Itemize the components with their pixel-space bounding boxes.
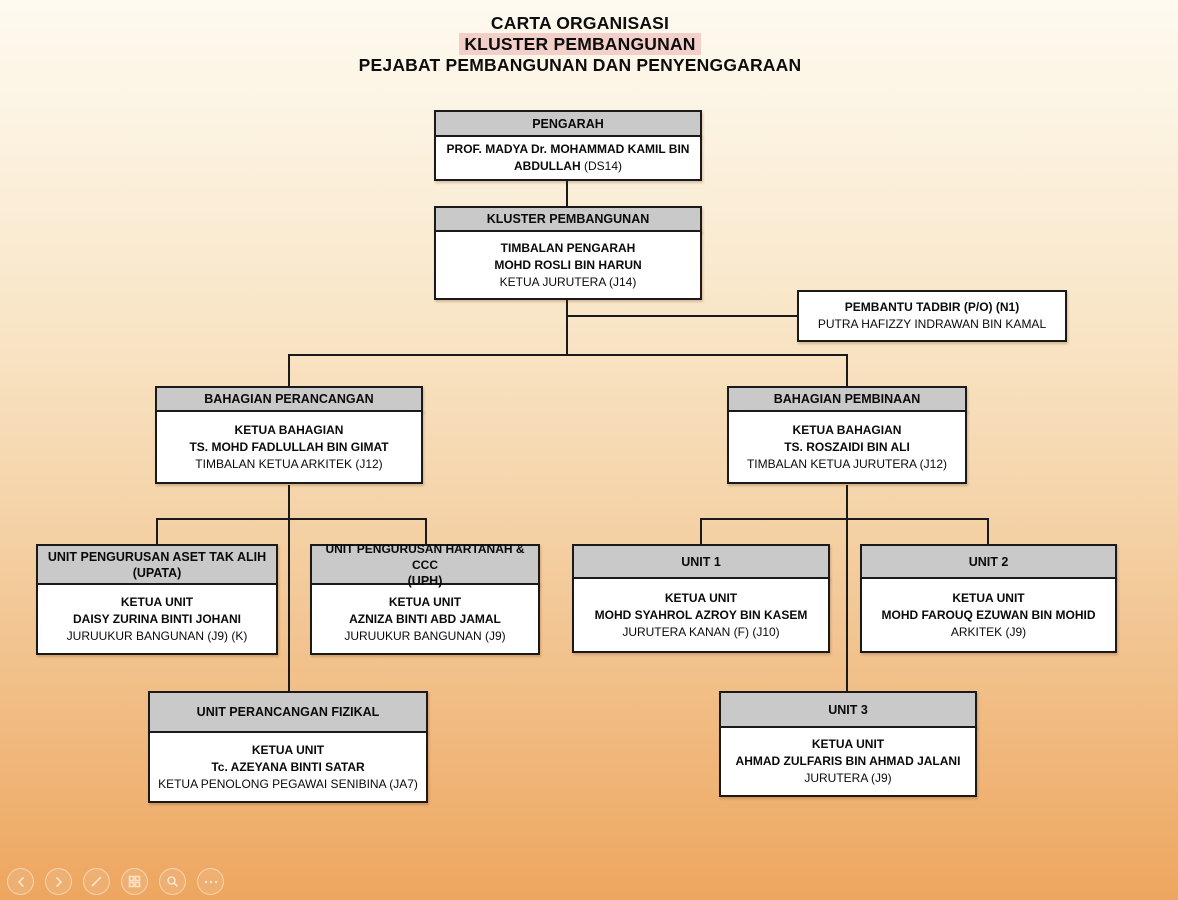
person-name: MOHD ROSLI BIN HARUN <box>494 257 642 272</box>
connector-to-pembantu-tadbir <box>566 315 798 317</box>
org-box-unit2-title: UNIT 2 <box>968 554 1009 569</box>
org-box-kluster-header <box>434 206 702 232</box>
connector-pembinaan-down <box>846 485 848 691</box>
org-box-uph-header <box>310 541 540 588</box>
org-box-kluster-body <box>434 230 702 300</box>
org-box-pengarah-header <box>434 110 702 137</box>
org-box-pengarah-title: PENGARAH <box>532 116 604 131</box>
connector-kluster-down <box>566 300 568 356</box>
person-name: AZNIZA BINTI ABD JAMAL <box>349 611 501 626</box>
org-box-uph-acronym: (UPH) <box>407 573 443 588</box>
org-box-unit-perancangan-fizikal <box>148 691 428 803</box>
person-role: KETUA UNIT <box>664 590 738 605</box>
org-box-bahagian-perancangan-title: BAHAGIAN PERANCANGAN <box>204 392 374 406</box>
org-box-upata <box>36 544 278 655</box>
person-grade: JURUUKUR BANGUNAN (J9) <box>344 628 506 643</box>
org-box-pembantu-tadbir <box>797 290 1067 342</box>
more-options-icon <box>204 880 218 884</box>
person-name: DAISY ZURINA BINTI JOHANI <box>72 611 241 626</box>
pen-icon <box>90 875 103 888</box>
person-name: MOHD SYAHROL AZROY BIN KASEM <box>594 607 808 622</box>
zoom-icon <box>166 875 179 888</box>
org-box-unit-perancangan-fizikal-body <box>148 731 428 803</box>
person-grade: TIMBALAN KETUA JURUTERA (J12) <box>746 456 948 471</box>
org-box-uph-body <box>310 583 540 655</box>
person-name: PROF. MADYA Dr. MOHAMMAD KAMIL BIN <box>446 142 690 156</box>
org-box-bahagian-perancangan-header <box>155 386 423 412</box>
next-slide-icon <box>53 876 65 888</box>
person-name: ABDULLAH <box>513 159 581 173</box>
previous-slide-icon <box>15 876 27 888</box>
title-line-1: CARTA ORGANISASI <box>490 13 670 33</box>
person-name: TS. MOHD FADLULLAH BIN GIMAT <box>189 439 389 454</box>
connector-pengarah-kluster <box>566 180 568 206</box>
org-box-kluster-title: KLUSTER PEMBANGUNAN <box>486 212 650 226</box>
pen-button[interactable] <box>83 868 110 895</box>
person-role: TIMBALAN PENGARAH <box>500 240 636 255</box>
org-box-unit3 <box>719 691 977 797</box>
person-grade: ARKITEK (J9) <box>950 624 1027 639</box>
connector-to-upata <box>156 518 158 544</box>
org-box-bahagian-pembinaan <box>727 386 967 484</box>
person-grade: KETUA JURUTERA (J14) <box>499 274 637 289</box>
person-name: TS. ROSZAIDI BIN ALI <box>784 439 910 454</box>
connector-perancangan-down <box>288 485 290 691</box>
person-role: PEMBANTU TADBIR (P/O) (N1) <box>844 300 1020 314</box>
org-box-unit2-header <box>860 544 1117 579</box>
org-box-upata-title: UNIT PENGURUSAN ASET TAK ALIH <box>47 549 267 564</box>
org-box-unit1-header <box>572 544 830 579</box>
presenter-toolbar <box>7 868 224 895</box>
person-role: KETUA UNIT <box>388 594 462 609</box>
person-name: MOHD FAROUQ EZUWAN BIN MOHID <box>881 607 1096 622</box>
person-role: KETUA UNIT <box>811 737 885 751</box>
connector-to-pembinaan <box>846 354 848 386</box>
title-highlight: KLUSTER PEMBANGUNAN <box>459 33 700 55</box>
connector-to-perancangan <box>288 354 290 386</box>
org-box-bahagian-pembinaan-header <box>727 386 967 412</box>
connector-right-horizontal <box>700 518 989 520</box>
org-box-unit3-body <box>719 726 977 797</box>
org-box-unit-perancangan-fizikal-title: UNIT PERANCANGAN FIZIKAL <box>196 705 380 719</box>
person-grade: JURUTERA (J9) <box>804 771 892 785</box>
org-box-pengarah <box>434 110 702 181</box>
org-box-upata-body <box>36 583 278 655</box>
org-box-bahagian-perancangan-body <box>155 410 423 484</box>
org-box-unit3-header <box>719 691 977 728</box>
org-box-kluster <box>434 206 702 300</box>
see-all-slides-icon <box>128 875 141 888</box>
org-box-bahagian-pembinaan-body <box>727 410 967 484</box>
org-box-upata-acronym: (UPATA) <box>132 565 182 580</box>
org-box-unit-perancangan-fizikal-header <box>148 691 428 733</box>
title-line-2 <box>0 34 1160 55</box>
person-grade: KETUA PENOLONG PEGAWAI SENIBINA (JA7) <box>158 776 418 791</box>
person-role: KETUA BAHAGIAN <box>234 422 344 437</box>
org-box-unit1-title: UNIT 1 <box>681 554 721 569</box>
chart-title <box>0 13 1160 76</box>
see-all-slides-button[interactable] <box>121 868 148 895</box>
org-box-pengarah-body <box>434 135 702 181</box>
connector-main-horizontal <box>288 354 848 356</box>
more-options-button[interactable] <box>197 868 224 895</box>
person-grade: JURUTERA KANAN (F) (J10) <box>622 624 780 639</box>
person-role: KETUA UNIT <box>251 742 325 757</box>
next-slide-button[interactable] <box>45 868 72 895</box>
person-role: KETUA UNIT <box>120 594 194 609</box>
org-box-unit1-body <box>572 577 830 653</box>
person-name: AHMAD ZULFARIS BIN AHMAD JALANI <box>735 754 961 768</box>
org-box-unit2-body <box>860 577 1117 653</box>
connector-left-horizontal <box>156 518 427 520</box>
org-box-uph <box>310 541 540 655</box>
title-line-3: PEJABAT PEMBANGUNAN DAN PENYENGGARAAN <box>358 55 802 75</box>
org-box-unit1 <box>572 544 830 653</box>
connector-to-unit1 <box>700 518 702 544</box>
org-box-uph-title: UNIT PENGURUSAN HARTANAH & CCC <box>325 541 525 572</box>
org-box-unit3-title: UNIT 3 <box>828 702 868 717</box>
connector-to-unit2 <box>987 518 989 544</box>
person-name: Tc. AZEYANA BINTI SATAR <box>211 759 365 774</box>
person-role: KETUA UNIT <box>952 590 1025 605</box>
person-name: PUTRA HAFIZZY INDRAWAN BIN KAMAL <box>817 317 1047 331</box>
previous-slide-button[interactable] <box>7 868 34 895</box>
org-box-upata-header <box>36 544 278 585</box>
org-box-unit2 <box>860 544 1117 653</box>
person-grade: TIMBALAN KETUA ARKITEK (J12) <box>195 456 383 471</box>
person-grade: JURUUKUR BANGUNAN (J9) (K) <box>66 628 248 643</box>
org-box-bahagian-pembinaan-title: BAHAGIAN PEMBINAAN <box>773 392 921 406</box>
org-box-pembantu-tadbir-body <box>797 290 1067 342</box>
person-role: KETUA BAHAGIAN <box>792 422 902 437</box>
org-box-bahagian-perancangan <box>155 386 423 484</box>
person-grade: (DS14) <box>583 159 622 173</box>
zoom-button[interactable] <box>159 868 186 895</box>
